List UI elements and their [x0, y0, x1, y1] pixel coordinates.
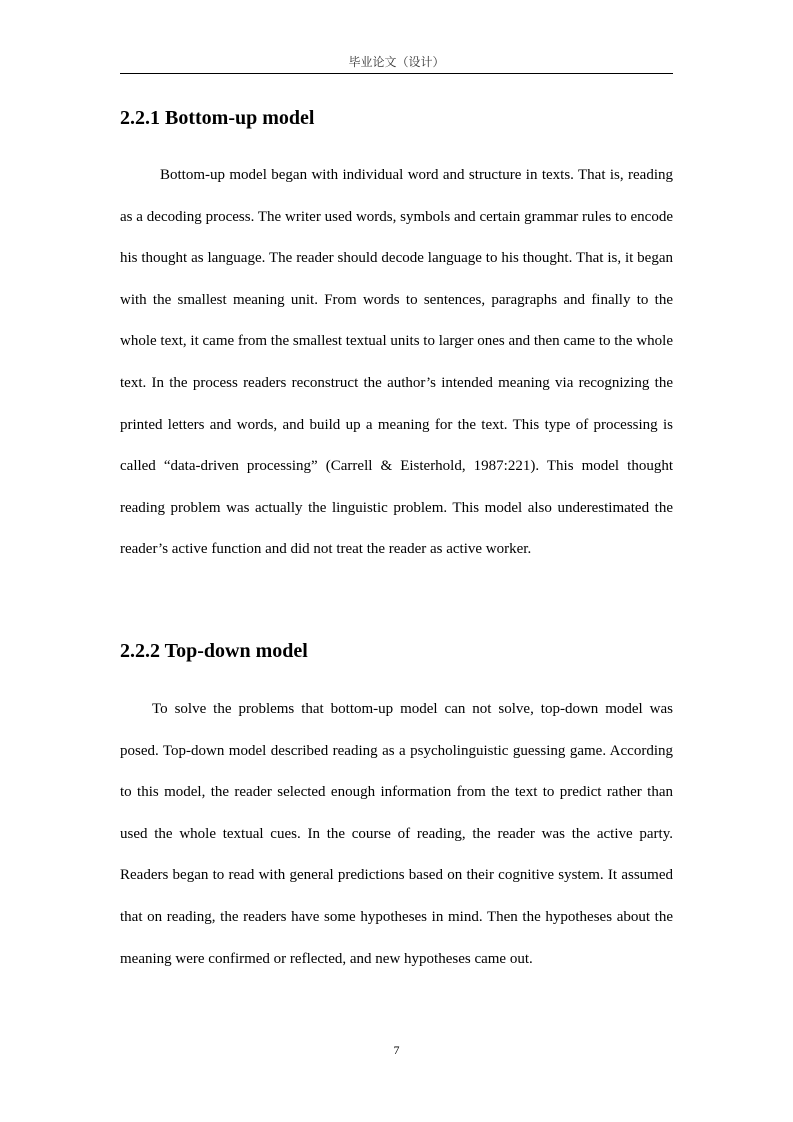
section-heading-bottom-up: 2.2.1 Bottom-up model [120, 107, 315, 129]
paragraph-bottom-up: Bottom-up model began with individual word and structure in texts. That is, reading as a decoding process. The writer used words, symbols and certain grammar rules to encode his thought as language. The reader should decode language to his thought. That is, it began with the smallest meaning unit. From words to sentences, paragraphs and finally to the whole text, it came from the smallest textual units to larger ones and then came to the whole text. In the process readers reconstruct the author’s intended meaning via recognizing the printed letters and words, and build up a meaning for the text. This type of processing is called “data-driven processing” (Carrell & Eisterhold, 1987:221). This model thought reading problem was actually the linguistic problem. This model also underestimated the reader’s active function and did not treat the reader as active worker. [120, 167, 673, 558]
section-heading-top-down: 2.2.2 Top-down model [120, 640, 308, 662]
running-header: 毕业论文（设计） [348, 55, 445, 69]
page-number: 7 [393, 1043, 400, 1057]
paragraph-top-down: To solve the problems that bottom-up model can not solve, top-down model was posed. Top-down model described reading as a psycholinguistic guessing game. According to this model, the reader selected enough information from the text to predict rather than used the whole textual cues. In the course of reading, the reader was the active party. Readers began to read with general predictions based on their cognitive system. It assumed that on reading, the readers have some hypotheses in mind. Then the hypotheses about the meaning were confirmed or reflected, and new hypotheses came out. [120, 701, 673, 967]
header-rule [120, 73, 673, 74]
